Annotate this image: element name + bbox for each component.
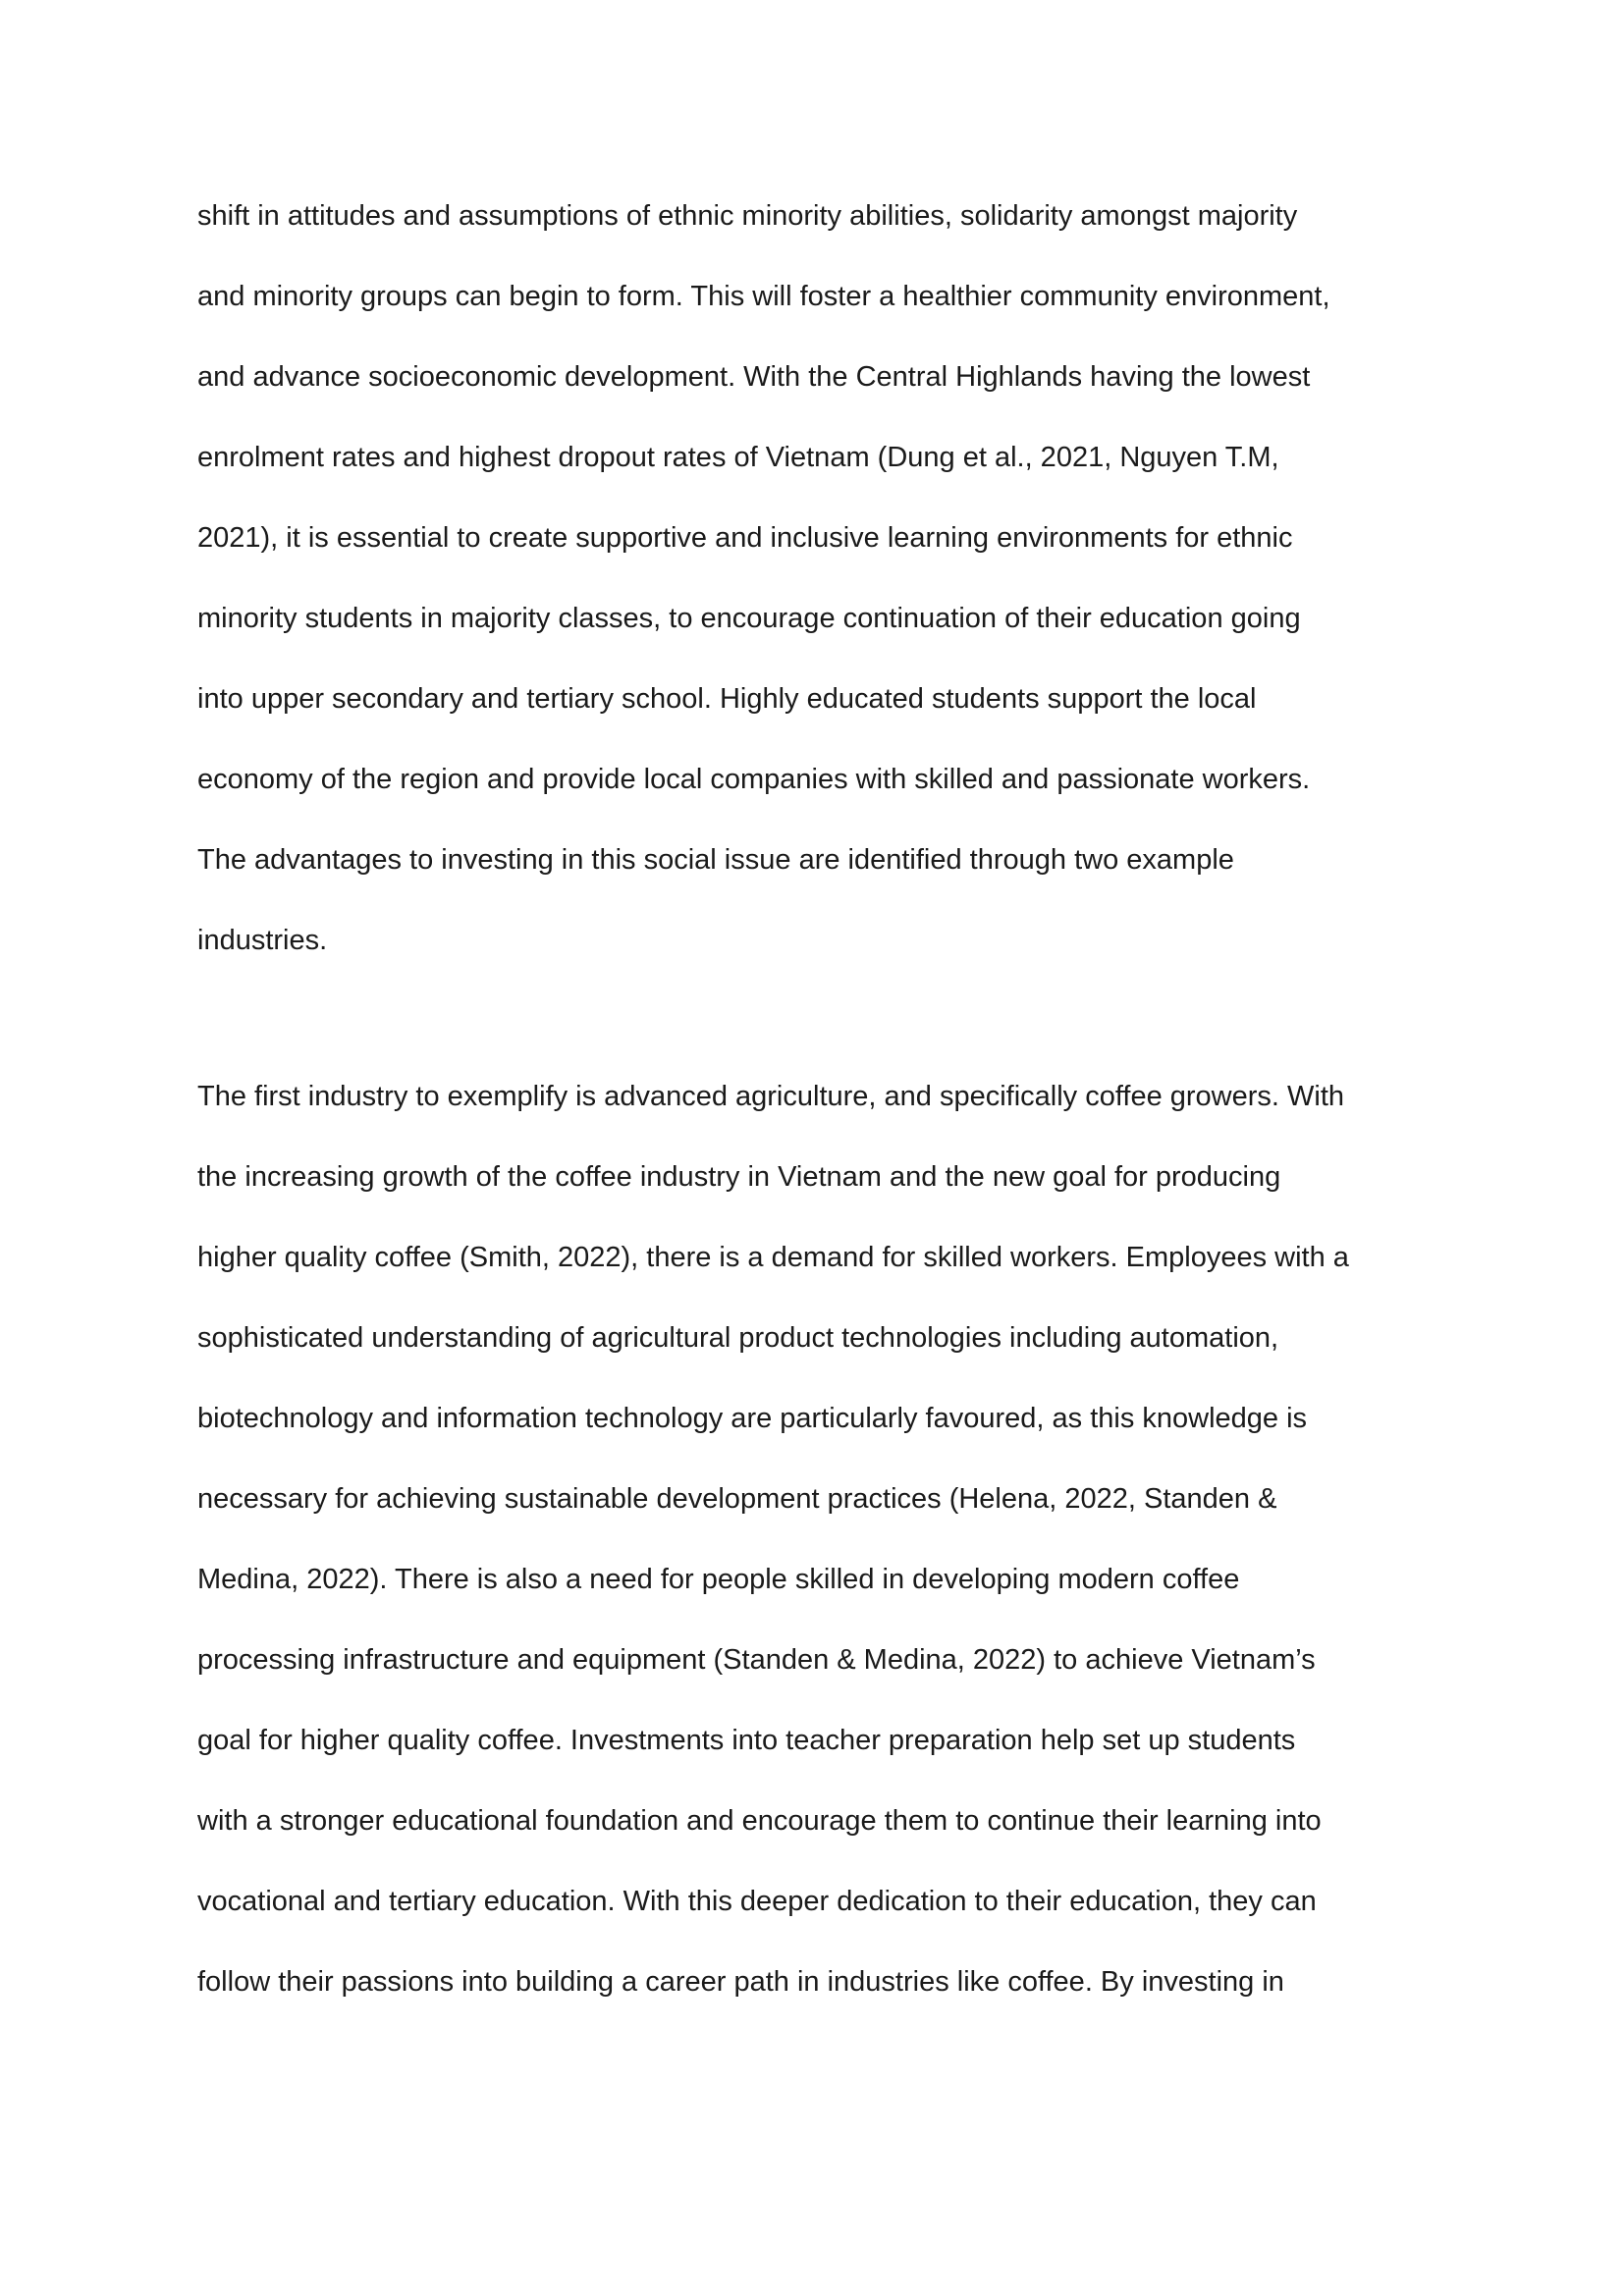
text-line: with a stronger educational foundation and encourage them to continue their learning into — [197, 1805, 1322, 1837]
text-line: follow their passions into building a career path in industries like coffee. By investing in — [197, 1966, 1284, 1998]
text-line: enrolment rates and highest dropout rates of Vietnam (Dung et al., 2021, Nguyen T.M, — [197, 442, 1279, 473]
text-line: vocational and tertiary education. With this deeper dedication to their education, they can — [197, 1886, 1317, 1917]
text-line: Medina, 2022). There is also a need for people skilled in developing modern coffee — [197, 1564, 1240, 1595]
text-line: processing infrastructure and equipment (Standen & Medina, 2022) to achieve Vietnam’s — [197, 1644, 1316, 1676]
text-line: the increasing growth of the coffee industry in Vietnam and the new goal for producing — [197, 1161, 1281, 1193]
text-line: 2021), it is essential to create supportive and inclusive learning environments for ethnic — [197, 522, 1293, 554]
text-line: biotechnology and information technology are particularly favoured, as this knowledge is — [197, 1403, 1308, 1434]
text-line: and minority groups can begin to form. This will foster a healthier community environment, — [197, 281, 1330, 312]
text-line: The advantages to investing in this social issue are identified through two example — [197, 844, 1234, 876]
text-line: shift in attitudes and assumptions of ethnic minority abilities, solidarity amongst majority — [197, 200, 1298, 232]
text-line: and advance socioeconomic development. With the Central Highlands having the lowest — [197, 361, 1311, 393]
text-line: minority students in majority classes, to encourage continuation of their education going — [197, 603, 1301, 634]
text-line: sophisticated understanding of agricultural product technologies including automation, — [197, 1322, 1279, 1354]
text-line: higher quality coffee (Smith, 2022), there is a demand for skilled workers. Employees with a — [197, 1242, 1349, 1273]
text-line: industries. — [197, 925, 328, 956]
text-line: necessary for achieving sustainable development practices (Helena, 2022, Standen & — [197, 1483, 1277, 1515]
text-line: economy of the region and provide local companies with skilled and passionate workers. — [197, 764, 1311, 795]
text-line: into upper secondary and tertiary school. Highly educated students support the local — [197, 683, 1257, 715]
text-line: The first industry to exemplify is advanced agriculture, and specifically coffee growers. With — [197, 1081, 1345, 1112]
text-line: goal for higher quality coffee. Investments into teacher preparation help set up students — [197, 1725, 1296, 1756]
